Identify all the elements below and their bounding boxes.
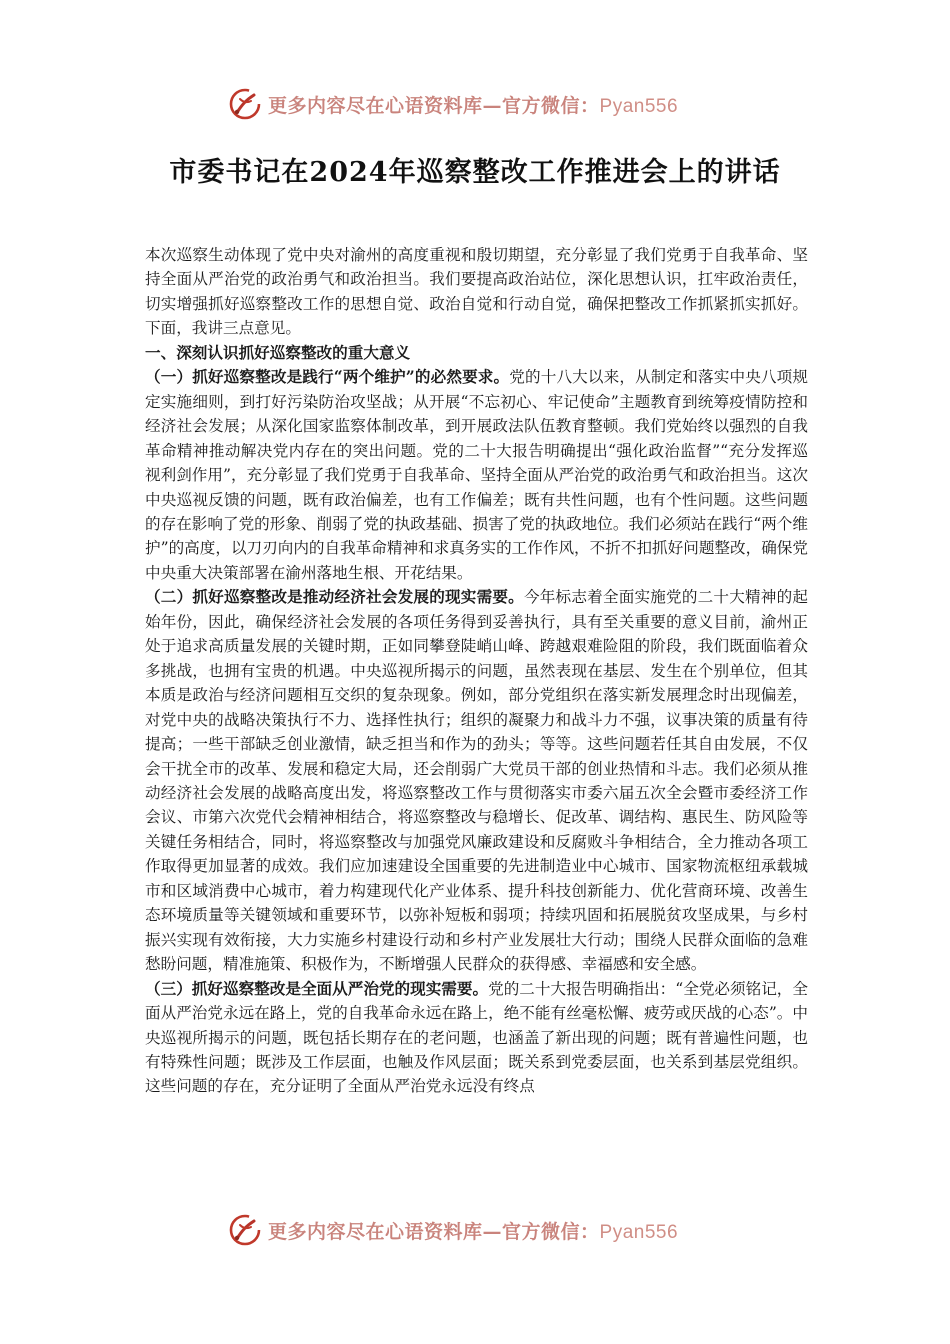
paragraph-1 (145, 365, 808, 585)
wechat-id: Pyan556 (599, 1221, 679, 1243)
header-watermark (228, 84, 728, 124)
brush-logo-icon (228, 87, 262, 121)
brush-logo-icon (228, 1213, 262, 1247)
paragraph-2-lead: （二）抓好巡察整改是推动经济社会发展的现实需要。 (145, 587, 524, 607)
watermark-text: 更多内容尽在心语资料库—官方微信：Pyan556 (268, 94, 679, 117)
paragraph-3-lead: （三）抓好巡察整改是全面从严治党的现实需要。 (145, 978, 489, 998)
footer-watermark (228, 1210, 728, 1250)
wechat-id: Pyan556 (599, 95, 679, 117)
paragraph-2 (145, 585, 808, 976)
paragraph-3-body: 党的二十大报告明确指出：“全党必须铭记，全面从严治党永远在路上，党的自我革命永远在路上，绝不能有丝毫松懈、疲劳或厌战的心态”。中央巡视所揭示的问题，既包括长期存在的老问题，也涵盖了新出现的问题；既有普遍性问题，也有特殊性问题；既涉及工作层面，也触及作风层面；既关系到党委层面，也关系到基层党组织。这些问题的存在，充分证明了全面从严治党永远没有终点 (145, 979, 808, 1096)
section-heading: 一、深刻认识抓好巡察整改的重大意义 (145, 342, 411, 362)
watermark-text: 更多内容尽在心语资料库—官方微信：Pyan556 (268, 1220, 679, 1243)
document-body (145, 243, 808, 1099)
page-title: 市委书记在2024年巡察整改工作推进会上的讲话 (169, 157, 781, 188)
paragraph-2-body: 今年标志着全面实施党的二十大精神的起始年份，因此，确保经济社会发展的各项任务得到妥善执行，具有至关重要的意义目前，渝州正处于追求高质量发展的关键时期，正如同攀登陡峭山峰、跨越艰难险阻的阶段，我们既面临着众多挑战，也拥有宝贵的机遇。中央巡视所揭示的问题，虽然表现在基层、发生在个别单位，但其本质是政治与经济问题相互交织的复杂现象。例如，部分党组织在落实新发展理念时出现偏差，对党中央的战略决策执行不力、选择性执行；组织的凝聚力和战斗力不强，议事决策的质量有待提高；一些干部缺乏创业激情，缺乏担当和作为的劲头；等等。这些问题若任其自由发展，不仅会干扰全市的改革、发展和稳定大局，还会削弱广大党员干部的创业热情和斗志。我们必须从推动经济社会发展的战略高度出发，将巡察整改工作与贯彻落实市委六届五次全会暨市委经济工作会议、市第六次党代会精神相结合，将巡察整改与稳增长、促改革、调结构、惠民生、防风险等关键任务相结合，同时，将巡察整改与加强党风廉政建设和反腐败斗争相结合，全力推动各项工作取得更加显著的成效。我们应加速建设全国重要的先进制造业中心城市、国家物流枢纽承载城市和区域消费中心城市，着力构建现代化产业体系、提升科技创新能力、优化营商环境、改善生态环境质量等关键领域和重要环节，以弥补短板和弱项；持续巩固和拓展脱贫攻坚成果，与乡村振兴实现有效衔接，大力实施乡村建设行动和乡村产业发展壮大行动；围绕人民群众面临的急难愁盼问题，精准施策、积极作为，不断增强人民群众的获得感、幸福感和安全感。 (145, 588, 808, 974)
paragraph-1-lead: （一）抓好巡察整改是践行“两个维护”的必然要求。 (145, 367, 510, 387)
paragraph-3 (145, 977, 808, 1099)
intro-paragraph: 本次巡察生动体现了党中央对渝州的高度重视和殷切期望，充分彰显了我们党勇于自我革命、坚持全面从严治党的政治勇气和政治担当。我们要提高政治站位，深化思想认识，扛牢政治责任，切实增强抓好巡察整改工作的思想自觉、政治自觉和行动自觉，确保把整改工作抓紧抓实抓好。下面，我讲三点意见。 (145, 246, 808, 338)
paragraph-1-body: 党的十八大以来，从制定和落实中央八项规定实施细则，到打好污染防治攻坚战；从开展“不忘初心、牢记使命”主题教育到统筹疫情防控和经济社会发展；从深化国家监察体制改革，到开展政法队伍教育整顿。我们党始终以强烈的自我革命精神推动解决党内存在的突出问题。党的二十大报告明确提出“强化政治监督”“充分发挥巡视利剑作用”，充分彰显了我们党勇于自我革命、坚持全面从严治党的政治勇气和政治担当。这次中央巡视反馈的问题，既有政治偏差，也有工作偏差；既有共性问题，也有个性问题。这些问题的存在影响了党的形象、削弱了党的执政基础、损害了党的执政地位。我们必须站在践行“两个维护”的高度，以刀刃向内的自我革命精神和求真务实的工作作风，不折不扣抓好问题整改，确保党中央重大决策部署在渝州落地生根、开花结果。 (145, 368, 808, 582)
